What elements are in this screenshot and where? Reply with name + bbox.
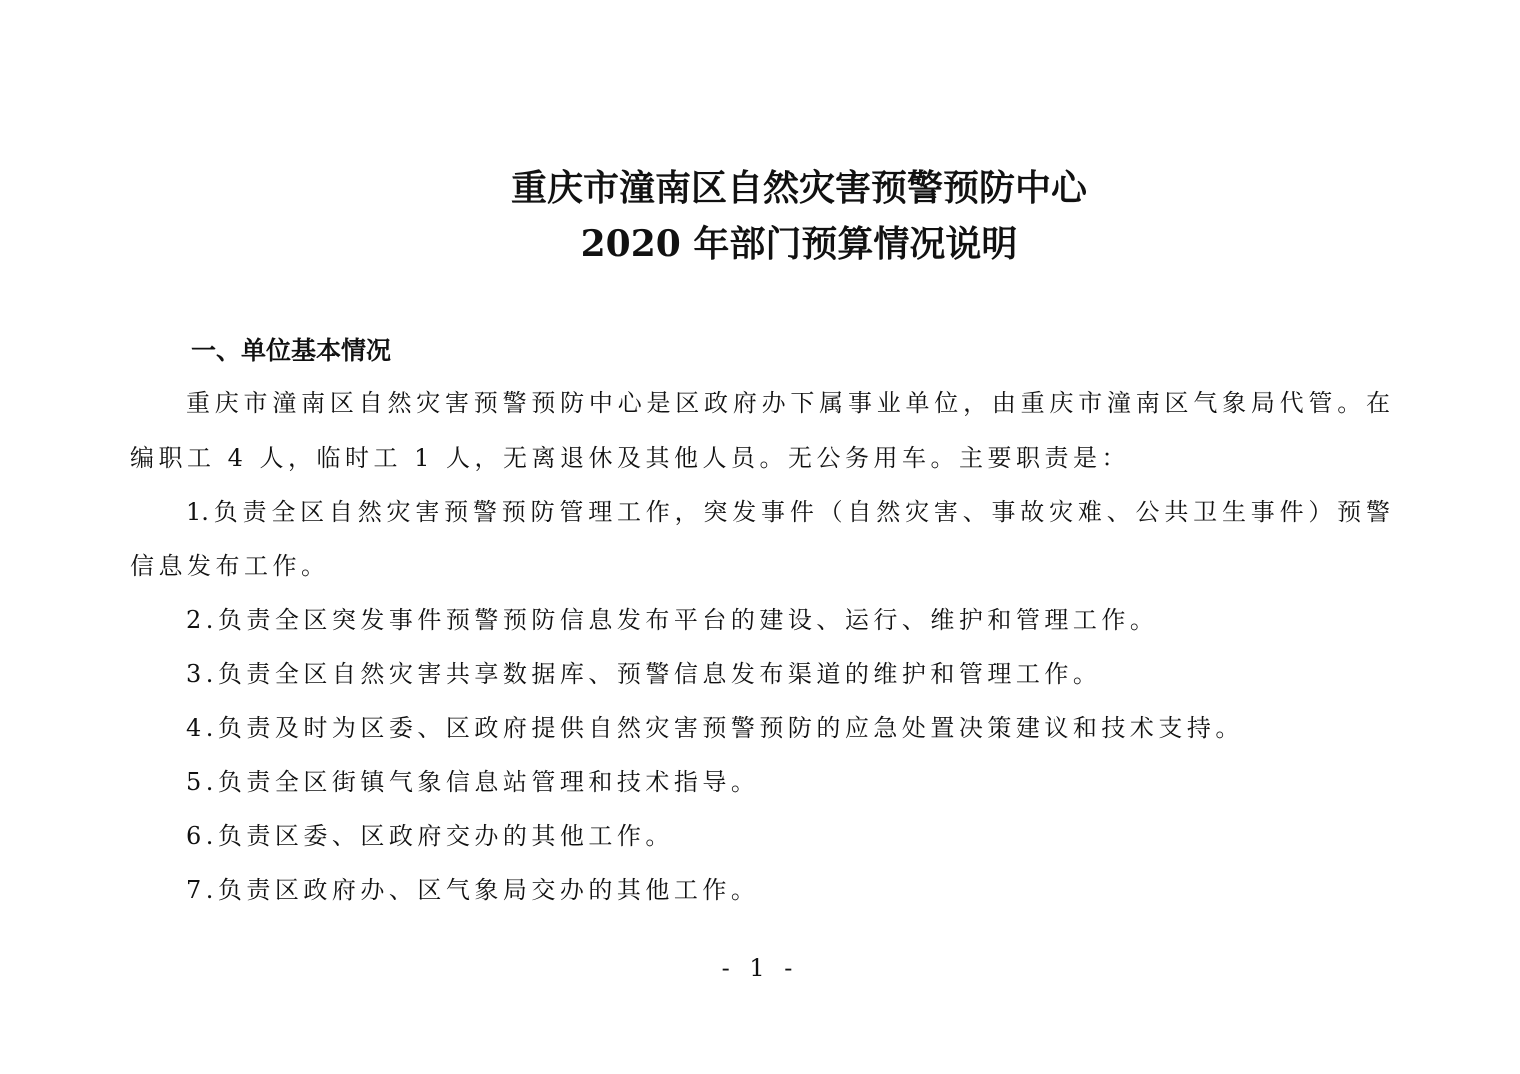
document-title-line-1: 重庆市潼南区自然灾害预警预防中心 [510, 167, 1087, 209]
duty-item-2: 2.负责全区突发事件预警预防信息发布平台的建设、运行、维护和管理工作。 [186, 606, 1159, 634]
duty-item-4: 4.负责及时为区委、区政府提供自然灾害预警预防的应急处置决策建议和技术支持。 [186, 714, 1244, 742]
page-number: - 1 - [721, 954, 799, 982]
intro-paragraph-line-1: 重庆市潼南区自然灾害预警预防中心是区政府办下属事业单位，由重庆市潼南区气象局代管。在 [186, 389, 1390, 417]
section-heading: 一、单位基本情况 [191, 336, 392, 365]
intro-paragraph-line-2: 编职工 4 人，临时工 1 人，无离退休及其他人员。无公务用车。主要职责是： [130, 444, 1131, 472]
duty-item-3: 3.负责全区自然灾害共享数据库、预警信息发布渠道的维护和管理工作。 [186, 660, 1102, 688]
duty-item-6: 6.负责区委、区政府交办的其他工作。 [186, 822, 674, 850]
duty-item-1-line-2: 信息发布工作。 [130, 552, 330, 580]
duty-item-7: 7.负责区政府办、区气象局交办的其他工作。 [186, 876, 760, 904]
duty-item-1-line-1: 1.负责全区自然灾害预警预防管理工作，突发事件（自然灾害、事故灾难、公共卫生事件）预警 [186, 498, 1390, 526]
document-title-line-2: 2020 年部门预算情况说明 [580, 223, 1018, 265]
duty-item-5: 5.负责全区街镇气象信息站管理和技术指导。 [186, 768, 760, 796]
